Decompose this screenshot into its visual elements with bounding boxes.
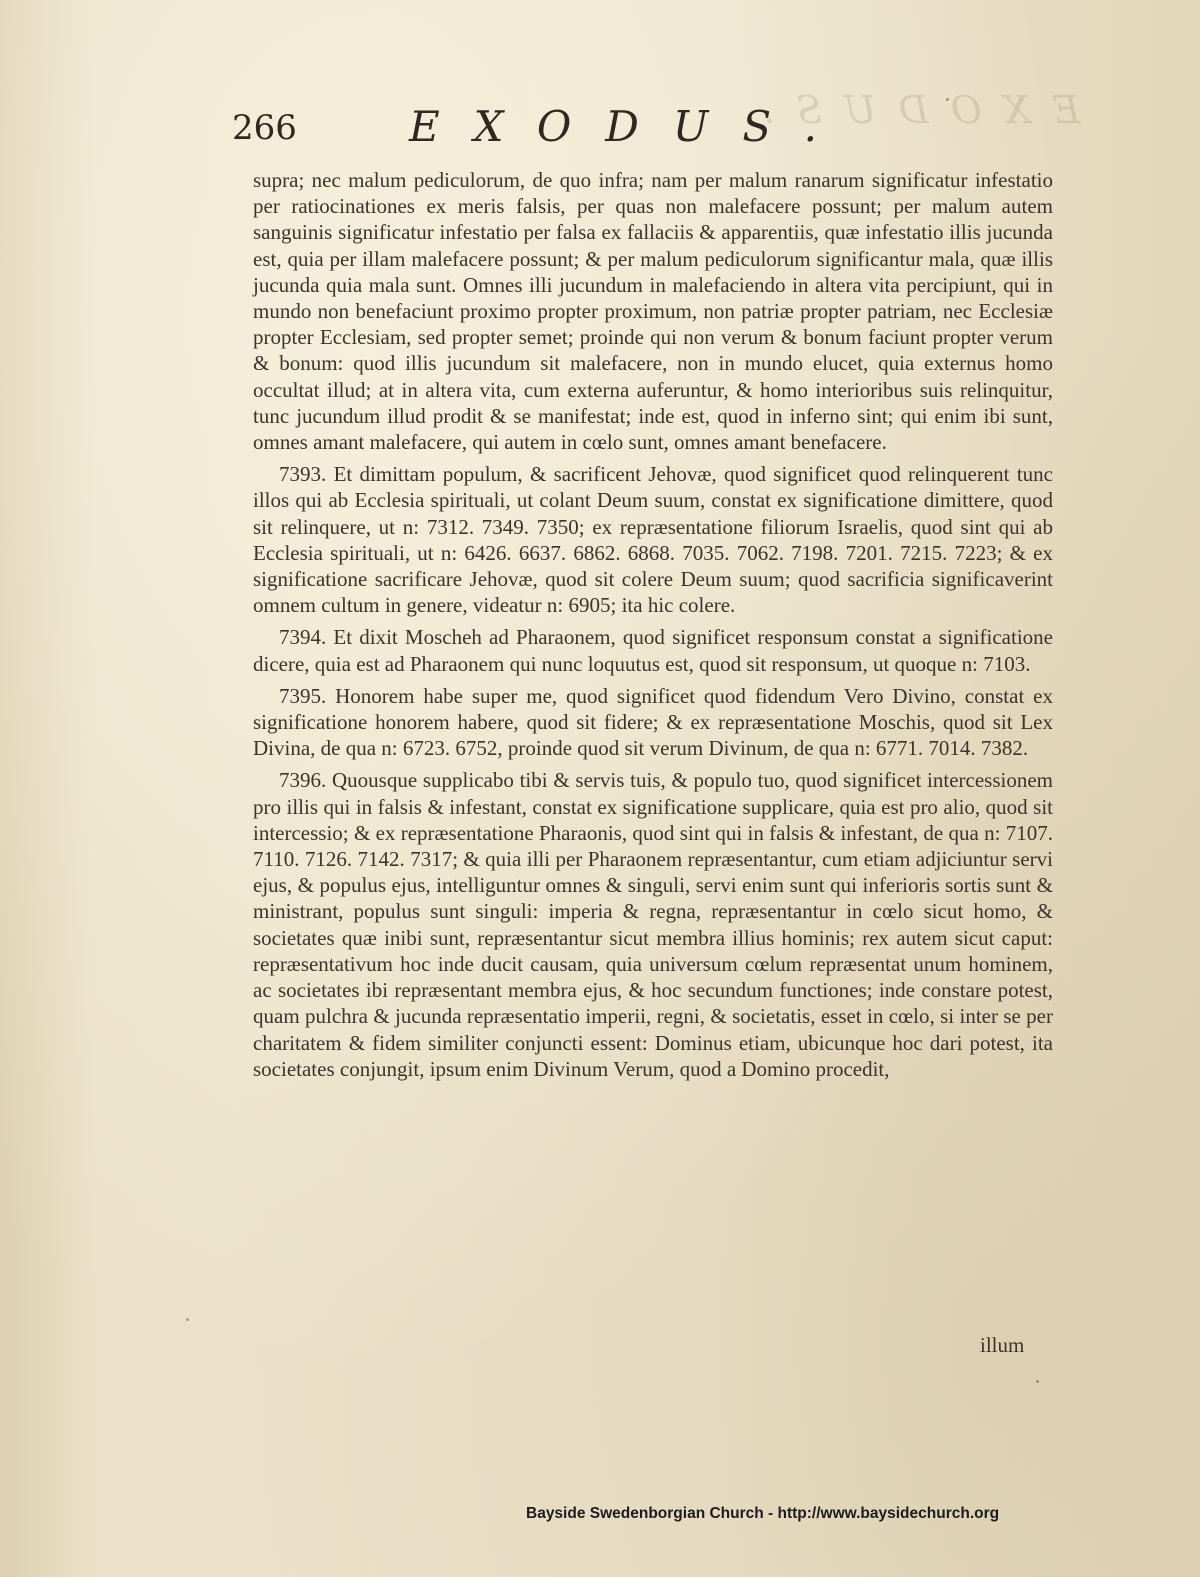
catchword: illum: [980, 1333, 1025, 1357]
body-text: [253, 167, 1053, 1082]
paragraph-continuation: supra; nec malum pediculorum, de quo infra; nam per malum ranarum significatur infestatio per ratiocinationes ex meris falsis, per quas non malefacere possunt; per malum autem sanguinis significatur infestatio per falsa ex fallaciis & apparentiis, quæ infestatio illis jucunda est, quia per illam malefacere possunt; & per malum pediculorum significantur mala, quæ illis jucunda quia mala sunt. Omnes illi jucundum in malefaciendo in altera vita percipiunt, qui in mundo non benefaciunt proximo propter proximum, non patriæ propter patriam, nec Ecclesiæ propter Ecclesiam, sed propter semet; proinde qui non verum & bonum faciunt propter verum & bonum: quod illis jucundum sit malefacere, non in mundo elucet, quia externus homo occultat illud; at in altera vita, cum externa auferuntur, & homo interioribus suis relinquitur, tunc jucundum illud prodit & se manifestat; inde est, quod in inferno sint; qui enim ibi sunt, omnes amant malefacere, qui autem in cœlo sunt, omnes amant benefacere.: [253, 168, 1053, 455]
paper-speck: [1036, 1380, 1039, 1383]
paper-speck: [186, 1318, 189, 1321]
paragraph-7394: 7394. Et dixit Moscheh ad Pharaonem, quod significet responsum constat a significatione dicere, quia est ad Pharaonem qui nunc loquutus est, quod sit responsum, ut quoque n: 7103.: [253, 625, 1053, 676]
paragraph-7393: 7393. Et dimittam populum, & sacrificent Jehovæ, quod significet quod relinquerent tunc illos qui ab Ecclesia spirituali, ut colant Deum suum, constat ex significatione dimittere, quod sit relinquere, ut n: 7312. 7349. 7350; ex repræsentatione filiorum Israelis, quod sint qui ab Ecclesia spirituali, ut n: 6426. 6637. 6862. 6868. 7035. 7062. 7198. 7201. 7215. 7223; & ex significatione sacrificare Jehovæ, quod sit colere Deum suum; quod sacrificia significaverint omnem cultum in genere, videatur n: 6905; ita hic colere.: [253, 462, 1053, 618]
paragraph-7395: 7395. Honorem habe super me, quod significet quod fidendum Vero Divino, constat ex significatione honorem habere, quod sit fidere; & ex repræsentatione Moschis, quod sit Lex Divina, de qua n: 6723. 6752, proinde quod sit verum Divinum, de qua n: 6771. 7014. 7382.: [253, 683, 1053, 761]
paper-speck: [946, 98, 949, 101]
page-header: [232, 102, 1112, 162]
paragraph-7396: 7396. Quousque supplicabo tibi & servis tuis, & populo tuo, quod significet intercessionem pro illis qui in falsis & infestant, constat ex significatione supplicare, quia est pro alio, quod sit intercessio; & ex repræsentatione Pharaonis, quod sint qui in falsis & infestant, de qua n: 7107. 7110. 7126. 7142. 7317; & quia illi per Pharaonem repræsentantur, cum etiam adjiciuntur servi ejus, & populus ejus, intelliguntur omnes & singuli, servi enim sunt qui inferioris sortis sunt & ministrant, populus sunt singuli: imperia & regna, repræsentantur in cœlo sicut homo, & societates quæ inibi sunt, repræsentantur sicut membra illius hominis; rex autem sicut caput: repræsentativum hoc inde ducit causam, quia universum cœlum repræsentat unum hominem, ac societates ibi repræsentant membra ejus, & hoc secundum functiones; inde constare potest, quam pulchra & jucunda repræsentatio imperii, regni, & societatis, esset in cœlo, si inter se per charitatem & fidem similiter conjuncti essent: Dominus etiam, ubicunque hoc dari potest, ita societates conjungit, ipsum enim Divinum Verum, quod a Domino procedit,: [253, 768, 1053, 1081]
running-title: EXODUS.: [409, 102, 851, 151]
show-through-text: EXODUS.: [741, 88, 1080, 132]
page-number: 266: [232, 108, 297, 148]
watermark-footer: Bayside Swedenborgian Church - http://www.baysidechurch.org: [526, 1505, 1000, 1522]
